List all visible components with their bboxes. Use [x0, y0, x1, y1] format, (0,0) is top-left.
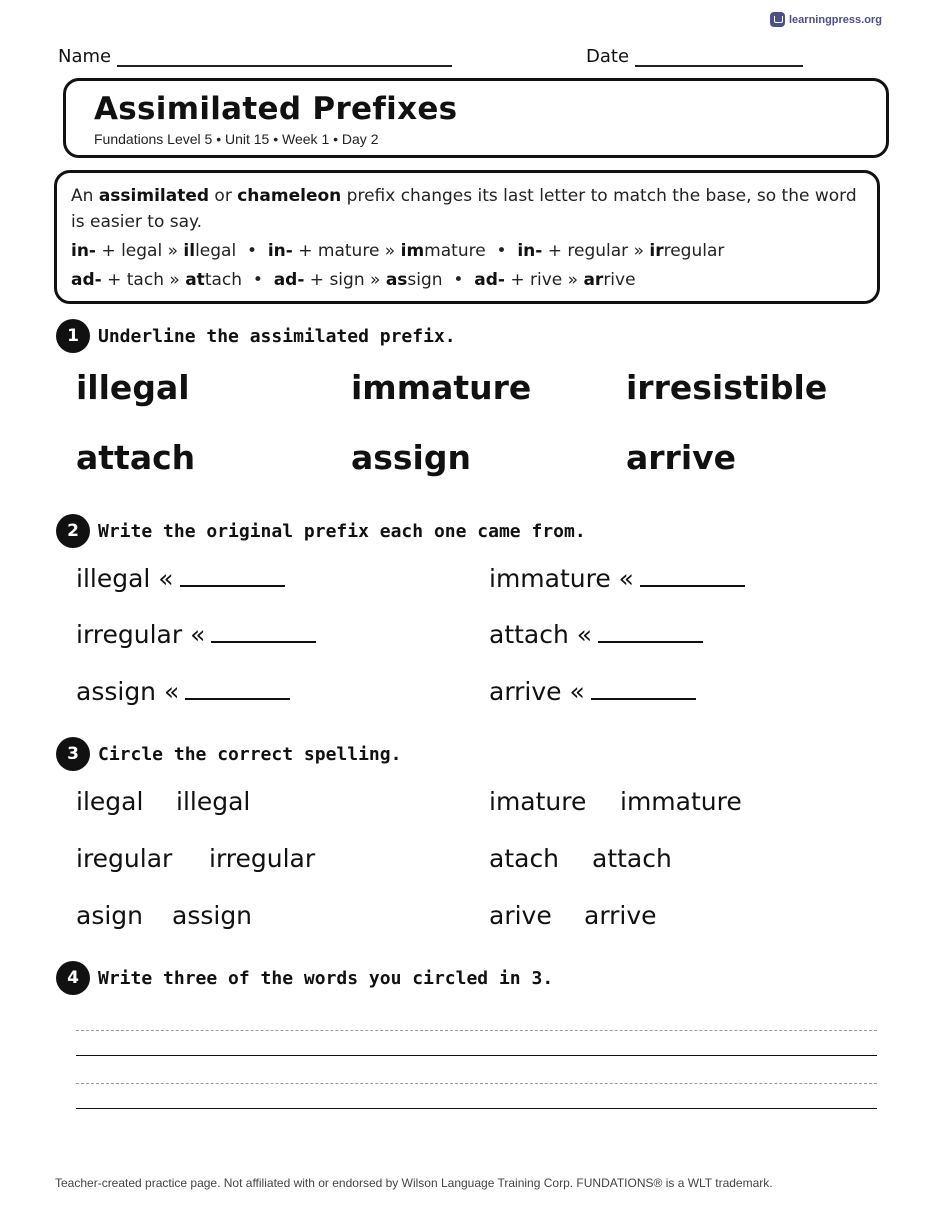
prefix-blank-item[interactable]: attach « — [489, 620, 703, 649]
date-label: Date — [586, 46, 630, 67]
answer-blank[interactable] — [185, 678, 290, 700]
title-box — [63, 78, 889, 158]
page-subtitle: Fundations Level 5 • Unit 15 • Week 1 • Day 2 — [94, 131, 379, 147]
name-label: Name — [58, 46, 112, 67]
spelling-option[interactable]: immature — [620, 787, 742, 816]
answer-blank[interactable] — [180, 565, 285, 587]
prefix-blank-item[interactable]: irregular « — [76, 620, 316, 649]
section-instruction: Write the original prefix each one came from. — [98, 520, 586, 542]
prefix-blank-item[interactable]: immature « — [489, 564, 745, 593]
answer-blank[interactable] — [591, 678, 696, 700]
page-title: Assimilated Prefixes — [94, 91, 458, 127]
writing-line[interactable] — [76, 1055, 877, 1056]
spelling-option[interactable]: arive — [489, 901, 552, 930]
underline-word[interactable]: immature — [351, 368, 532, 407]
name-field[interactable] — [58, 46, 452, 67]
answer-blank[interactable] — [598, 621, 703, 643]
rule-examples-ad: ad- + tach » attach • ad- + sign » assign • ad- + rive » arrive — [71, 270, 636, 290]
prefix-blank-item[interactable]: assign « — [76, 677, 290, 706]
writing-line[interactable] — [76, 1108, 877, 1109]
section-instruction: Circle the correct spelling. — [98, 743, 402, 765]
prefix-blank-item[interactable]: arrive « — [489, 677, 696, 706]
answer-blank[interactable] — [211, 621, 316, 643]
section-2-heading — [56, 514, 586, 548]
spelling-option[interactable]: assign — [172, 901, 253, 930]
spelling-option[interactable]: imature — [489, 787, 587, 816]
section-number: 2 — [56, 514, 90, 548]
spelling-option[interactable]: iregular — [76, 844, 173, 873]
underline-word[interactable]: irresistible — [626, 368, 828, 407]
rule-examples-in: in- + legal » illegal • in- + mature » immature • in- + regular » irregular — [71, 241, 725, 261]
date-line[interactable] — [635, 47, 803, 67]
section-3-heading — [56, 737, 401, 771]
brand-logo — [770, 12, 882, 27]
underline-word[interactable]: arrive — [626, 438, 737, 477]
rule-box — [54, 170, 880, 304]
spelling-option[interactable]: irregular — [209, 844, 316, 873]
spelling-option[interactable]: ilegal — [76, 787, 144, 816]
spelling-option[interactable]: arrive — [584, 901, 657, 930]
name-date-row — [58, 46, 818, 72]
section-number: 3 — [56, 737, 90, 771]
section-number: 1 — [56, 319, 90, 353]
section-instruction: Write three of the words you circled in 3. — [98, 967, 554, 989]
date-field[interactable] — [586, 46, 803, 67]
brand-text: learningpress.org — [789, 13, 882, 26]
underline-word[interactable]: attach — [76, 438, 196, 477]
spelling-option[interactable]: illegal — [176, 787, 251, 816]
writing-guide-dashed — [76, 1083, 877, 1084]
footer-disclaimer: Teacher-created practice page. Not affiliated with or endorsed by Wilson Language Training Corp. FUNDATIONS® is a WLT trademark. — [55, 1176, 773, 1190]
section-1-heading — [56, 319, 456, 353]
underline-word[interactable]: assign — [351, 438, 471, 477]
underline-word[interactable]: illegal — [76, 368, 190, 407]
book-icon — [770, 12, 785, 27]
writing-guide-dashed — [76, 1030, 877, 1031]
spelling-option[interactable]: asign — [76, 901, 144, 930]
name-line[interactable] — [117, 47, 452, 67]
spelling-option[interactable]: atach — [489, 844, 560, 873]
spelling-option[interactable]: attach — [592, 844, 672, 873]
section-instruction: Underline the assimilated prefix. — [98, 325, 456, 347]
rule-explanation: An assimilated or chameleon prefix changes its last letter to match the base, so the word is easier to say. — [71, 186, 857, 232]
answer-blank[interactable] — [640, 565, 745, 587]
section-4-heading — [56, 961, 553, 995]
section-number: 4 — [56, 961, 90, 995]
prefix-blank-item[interactable]: illegal « — [76, 564, 285, 593]
